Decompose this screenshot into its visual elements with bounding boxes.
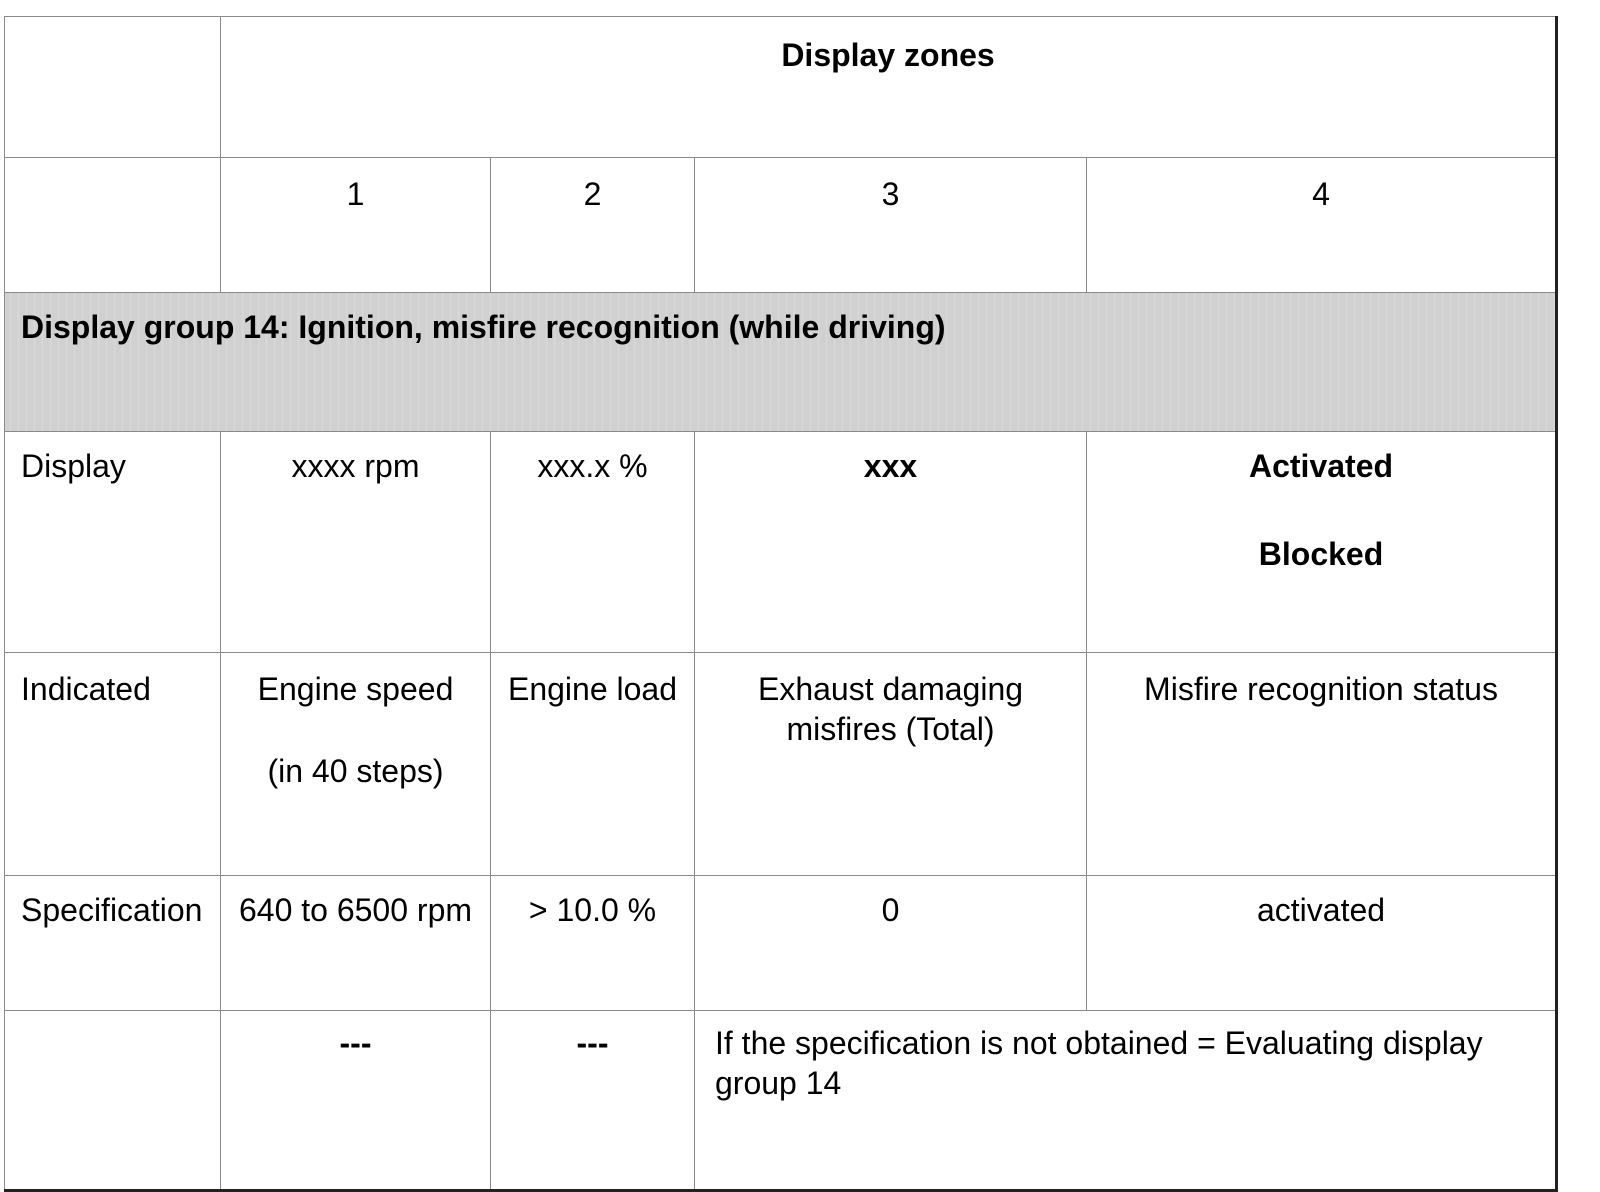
- display-zone-4-blocked: Blocked: [1258, 536, 1384, 572]
- indicated-zone-1-line-2: (in 40 steps): [267, 753, 444, 789]
- display-zone-4-activated: Activated: [1248, 448, 1394, 484]
- header-row: [5, 17, 1557, 158]
- display-zones-header: Display zones: [221, 17, 1557, 158]
- evaluation-note: If the specification is not obtained = Evaluating display group 14: [695, 1011, 1557, 1191]
- display-zone-2: xxx.x %: [491, 432, 695, 653]
- display-zone-4: [1087, 432, 1557, 653]
- indicated-zone-4: Misfire recognition status: [1087, 653, 1557, 876]
- zone-empty-cell: [5, 158, 221, 293]
- display-label: Display: [5, 432, 221, 653]
- evaluation-zone-2: ---: [491, 1011, 695, 1191]
- specification-zone-3: 0: [695, 876, 1087, 1011]
- evaluation-empty-cell: [5, 1011, 221, 1191]
- indicated-zone-1: [221, 653, 491, 876]
- header-empty-cell: [5, 17, 221, 158]
- specification-zone-2: > 10.0 %: [491, 876, 695, 1011]
- specification-row: [5, 876, 1557, 1011]
- group-title-row: [5, 293, 1557, 432]
- evaluation-row: [5, 1011, 1557, 1191]
- specification-zone-4: activated: [1087, 876, 1557, 1011]
- zone-numbers-row: [5, 158, 1557, 293]
- zone-4-header: 4: [1087, 158, 1557, 293]
- zone-3-header: 3: [695, 158, 1087, 293]
- indicated-label: Indicated: [5, 653, 221, 876]
- indicated-zone-2: Engine load: [491, 653, 695, 876]
- display-group-table: [4, 16, 1558, 1192]
- specification-zone-1: 640 to 6500 rpm: [221, 876, 491, 1011]
- display-zone-1: xxxx rpm: [221, 432, 491, 653]
- evaluation-zone-1: ---: [221, 1011, 491, 1191]
- indicated-zone-1-line-1: Engine speed: [257, 671, 454, 707]
- zone-2-header: 2: [491, 158, 695, 293]
- indicated-row: [5, 653, 1557, 876]
- specification-label: Specification: [5, 876, 221, 1011]
- group-title: Display group 14: Ignition, misfire recognition (while driving): [5, 293, 1557, 432]
- display-zone-3: xxx: [695, 432, 1087, 653]
- indicated-zone-3: Exhaust damaging misfires (Total): [695, 653, 1087, 876]
- zone-1-header: 1: [221, 158, 491, 293]
- display-row: [5, 432, 1557, 653]
